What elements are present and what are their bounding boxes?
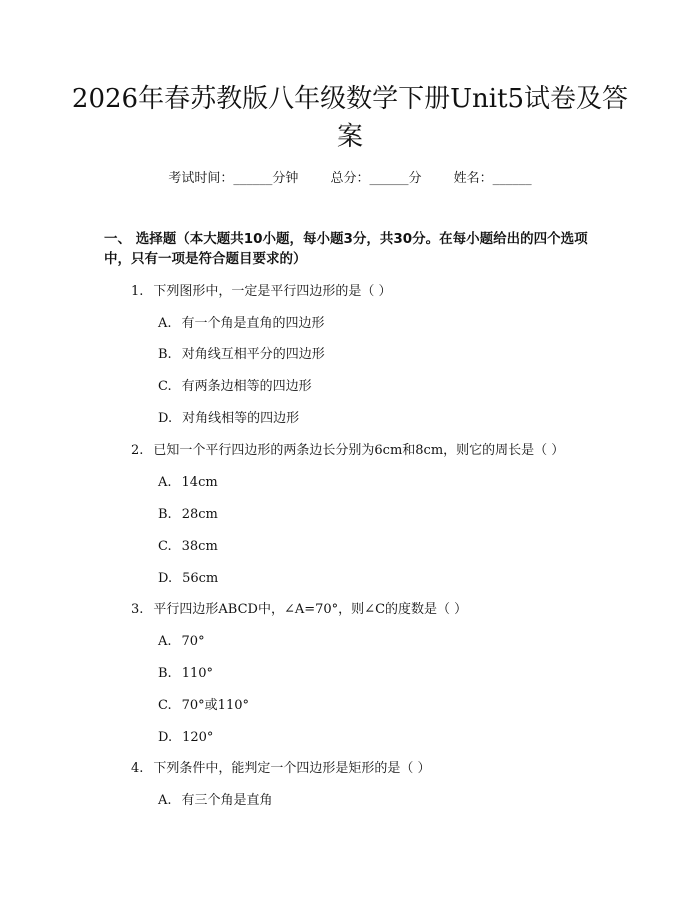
option-text: 70°: [181, 634, 205, 649]
question-1-option-a: [158, 315, 325, 333]
question-text: 下列图形中，一定是平行四边形的是（ ）: [153, 284, 392, 299]
option-text: 38cm: [181, 539, 218, 554]
question-1-option-b: [158, 346, 325, 364]
student-name-blank: ______: [492, 171, 532, 186]
option-text: 120°: [182, 730, 214, 745]
option-text: 有两条边相等的四边形: [181, 379, 312, 394]
question-1: [131, 283, 392, 301]
exam-time-unit: 分钟: [272, 171, 299, 186]
option-letter: B.: [158, 347, 172, 362]
option-text: 14cm: [181, 475, 218, 490]
question-text: 下列条件中，能判定一个四边形是矩形的是（ ）: [153, 761, 431, 776]
question-2-option-a: [158, 474, 218, 492]
question-3-option-d: [158, 729, 213, 747]
student-name-label: 姓名：: [453, 171, 493, 186]
question-3-option-b: [158, 665, 213, 683]
section-heading-multiple-choice: 一、 选择题（本大题共10小题，每小题3分，共30分。在每小题给出的四个选项中，只有一项是符合题目要求的）: [104, 231, 588, 267]
option-text: 28cm: [181, 507, 218, 522]
question-text: 平行四边形ABCD中，∠A=70°，则∠C的度数是（ ）: [153, 602, 468, 617]
option-letter: C.: [158, 698, 172, 713]
question-4: [131, 760, 431, 778]
document-title: 2026年春苏教版八年级数学下册Unit5试卷及答案: [71, 84, 629, 152]
total-score: [330, 171, 421, 186]
option-letter: A.: [158, 316, 172, 331]
option-text: 有三个角是直角: [181, 793, 273, 808]
exam-time-blank: ______: [233, 171, 273, 186]
total-score-blank: ______: [369, 171, 409, 186]
question-4-option-a: [158, 792, 273, 810]
exam-info: [0, 170, 700, 188]
option-letter: D.: [158, 571, 173, 586]
question-3-option-a: [158, 633, 205, 651]
question-1-option-d: [158, 410, 299, 428]
exam-time-label: 考试时间：: [168, 171, 234, 186]
option-text: 110°: [181, 666, 214, 681]
option-text: 有一个角是直角的四边形: [181, 316, 325, 331]
question-number: 1.: [131, 284, 144, 299]
option-letter: D.: [158, 411, 173, 426]
option-text: 70°或110°: [181, 698, 249, 713]
question-number: 3.: [131, 602, 144, 617]
question-2-option-b: [158, 506, 218, 524]
option-letter: B.: [158, 666, 172, 681]
total-score-label: 总分：: [330, 171, 370, 186]
option-text: 对角线相等的四边形: [182, 411, 300, 426]
question-text: 已知一个平行四边形的两条边长分别为6cm和8cm，则它的周长是（ ）: [153, 443, 565, 458]
question-number: 4.: [131, 761, 144, 776]
option-text: 56cm: [182, 571, 219, 586]
question-3-option-c: [158, 697, 249, 715]
question-2-option-c: [158, 538, 218, 556]
option-letter: D.: [158, 730, 173, 745]
question-3: [131, 601, 467, 619]
exam-time: [168, 171, 298, 186]
option-letter: B.: [158, 507, 172, 522]
option-text: 对角线互相平分的四边形: [181, 347, 325, 362]
option-letter: C.: [158, 379, 172, 394]
option-letter: A.: [158, 475, 172, 490]
total-score-unit: 分: [408, 171, 422, 186]
question-2-option-d: [158, 570, 218, 588]
option-letter: A.: [158, 793, 172, 808]
student-name: [454, 171, 532, 186]
question-number: 2.: [131, 443, 144, 458]
option-letter: A.: [158, 634, 172, 649]
question-1-option-c: [158, 378, 312, 396]
question-2: [131, 442, 564, 460]
option-letter: C.: [158, 539, 172, 554]
